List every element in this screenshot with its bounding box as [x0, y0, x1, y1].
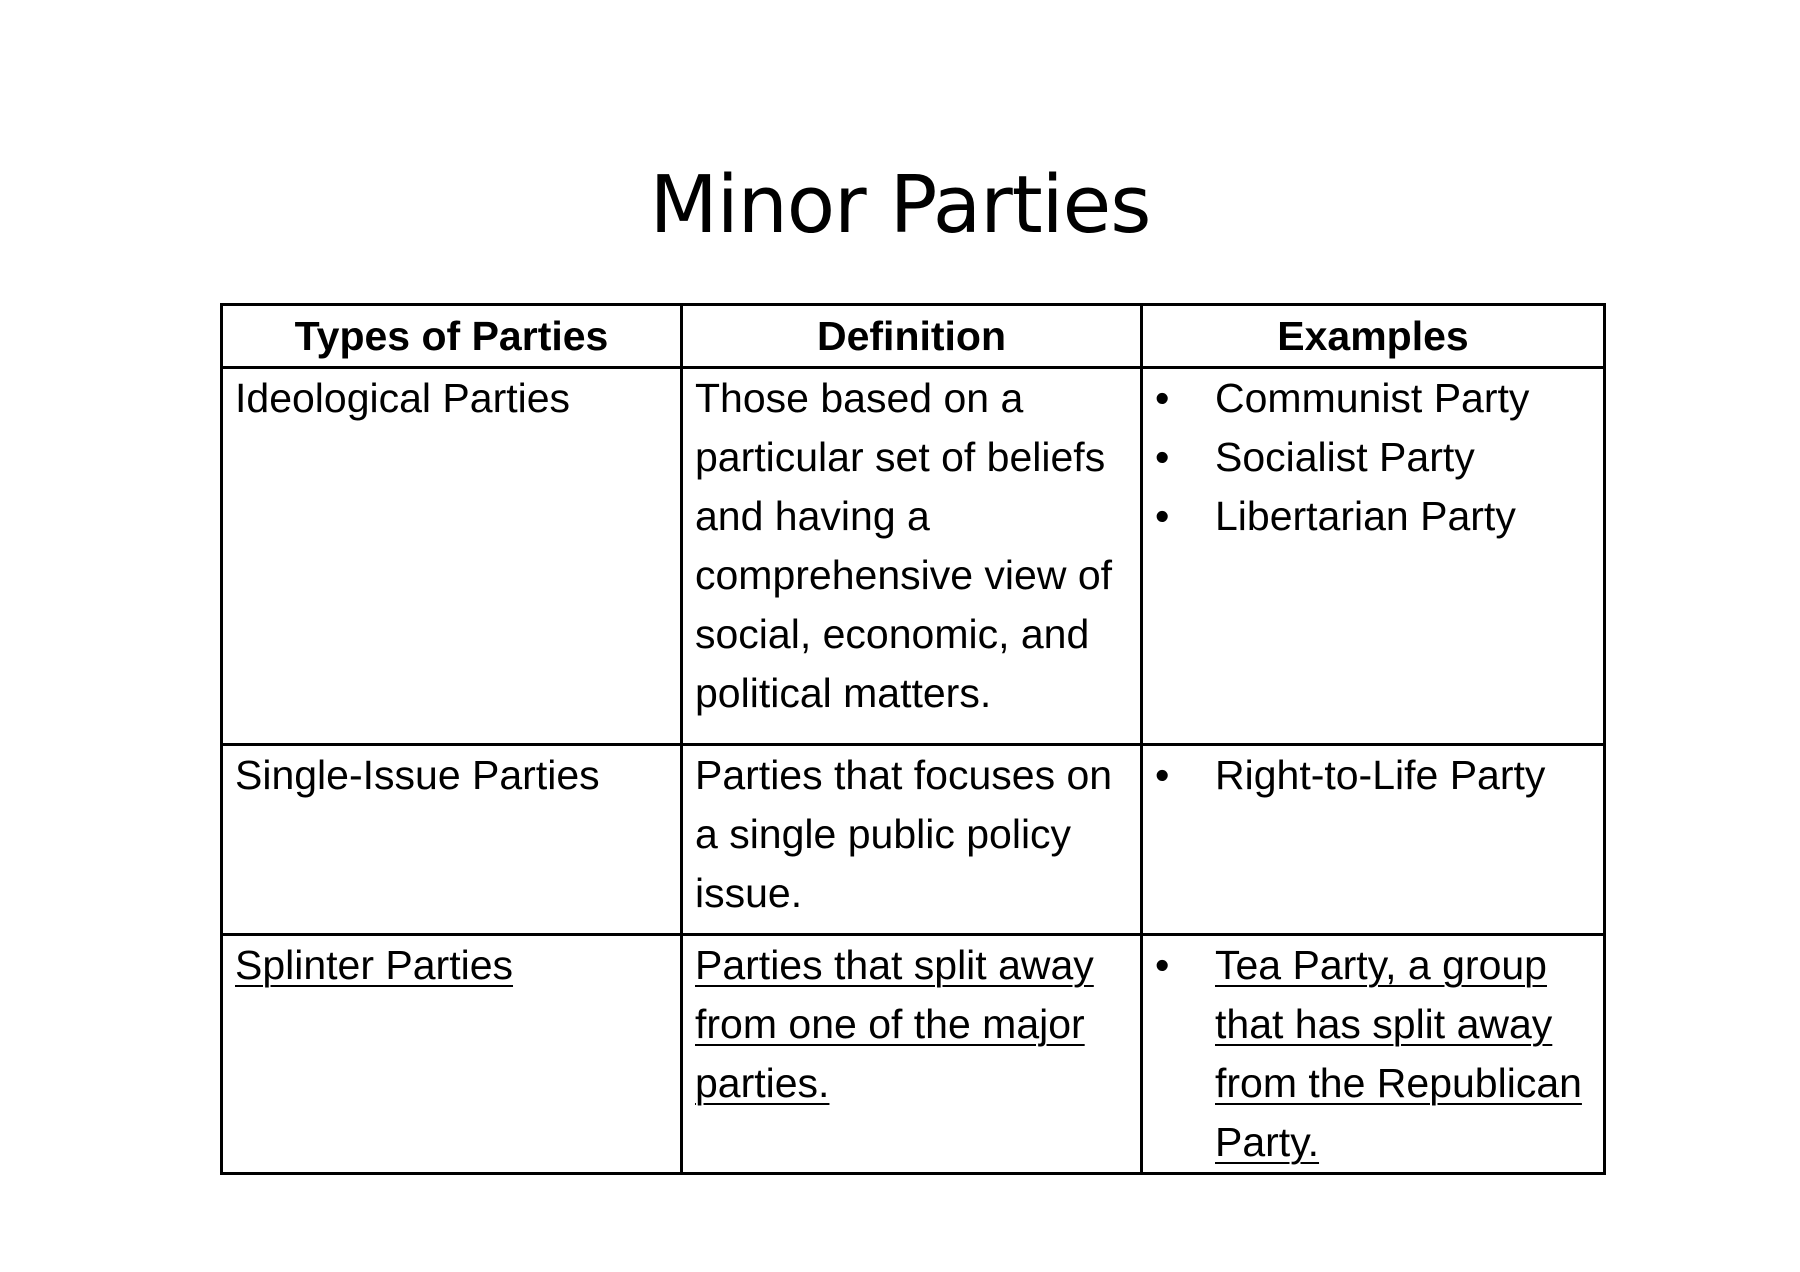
definition-text: Parties that split away from one of the major parties.: [695, 942, 1094, 1106]
table-row-ideological: [222, 368, 1605, 745]
bullet-icon: •: [1155, 942, 1170, 988]
party-type-cell: [222, 935, 682, 1174]
party-type-text: Splinter Parties: [235, 942, 514, 988]
minor-parties-table: [220, 303, 1606, 1175]
definition-cell: Those based on a particular set of beliefs and having a comprehensive view of social, economic, and political matters.: [682, 368, 1142, 745]
header-row: [222, 305, 1605, 368]
examples-list: [1155, 369, 1593, 546]
definition-cell: [682, 935, 1142, 1174]
header-examples: Examples: [1142, 305, 1605, 368]
examples-cell: [1142, 935, 1605, 1174]
example-text: Tea Party, a group that has split away from the Republican Party.: [1215, 942, 1582, 1165]
examples-list: [1155, 746, 1593, 805]
example-item: [1155, 369, 1593, 428]
header-types: Types of Parties: [222, 305, 682, 368]
bullet-icon: •: [1155, 493, 1170, 539]
example-text: Right-to-Life Party: [1215, 752, 1546, 798]
bullet-icon: •: [1155, 752, 1170, 798]
example-text: Communist Party: [1215, 375, 1530, 421]
definition-cell: Parties that focuses on a single public policy issue.: [682, 745, 1142, 935]
bullet-icon: •: [1155, 375, 1170, 421]
table-row-single-issue: [222, 745, 1605, 935]
table-row-splinter: [222, 935, 1605, 1174]
example-item: [1155, 936, 1593, 1172]
example-item: [1155, 428, 1593, 487]
examples-list: [1155, 936, 1593, 1172]
examples-cell: [1142, 745, 1605, 935]
bullet-icon: •: [1155, 434, 1170, 480]
examples-cell: [1142, 368, 1605, 745]
example-item: [1155, 746, 1593, 805]
party-type-cell: Single-Issue Parties: [222, 745, 682, 935]
example-text: Libertarian Party: [1215, 493, 1516, 539]
header-definition: Definition: [682, 305, 1142, 368]
example-item: [1155, 487, 1593, 546]
example-text: Socialist Party: [1215, 434, 1475, 480]
party-type-cell: Ideological Parties: [222, 368, 682, 745]
slide-title: Minor Parties: [649, 159, 1151, 251]
